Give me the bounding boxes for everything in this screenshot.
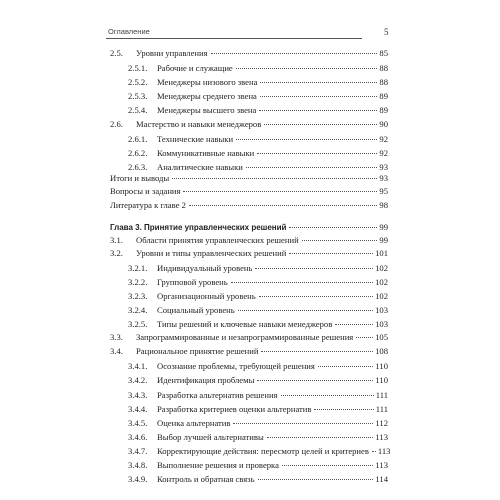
toc-entry-title: Аналитические навыки: [157, 162, 243, 172]
toc-entry-title: Глава 3. Принятие управленческих решений: [110, 223, 287, 232]
toc-entry-title: Рациональное принятие решений: [136, 346, 259, 356]
toc-entry-page: 111: [375, 390, 388, 400]
toc-entry[interactable]: [128, 90, 388, 102]
toc-entry-page: 105: [375, 332, 388, 342]
toc-entry-number: 3.2.5.: [128, 319, 148, 329]
toc-entry-page: 110: [375, 375, 388, 385]
toc-entry-page: 103: [375, 305, 388, 315]
toc-entry-page: 101: [375, 248, 388, 258]
toc-entry-page: 113: [375, 432, 388, 442]
toc-entry-page: 92: [379, 148, 388, 158]
toc-entry-number: 2.5.3.: [128, 91, 148, 101]
toc-entry-page: 93: [379, 162, 388, 172]
toc-entry-page: 102: [375, 263, 388, 273]
dot-leader: [189, 205, 378, 206]
dot-leader: [255, 268, 373, 269]
toc-entry[interactable]: [128, 360, 388, 372]
toc-entry-number: 3.4.2.: [128, 375, 148, 385]
toc-entry-title: Организационный уровень: [157, 291, 256, 301]
toc-entry[interactable]: [110, 345, 388, 357]
toc-entry-page: 85: [379, 48, 388, 58]
toc-entry-page: 95: [379, 186, 388, 196]
toc-entry-number: 3.4.8.: [128, 460, 148, 470]
toc-entry[interactable]: [128, 403, 388, 415]
dot-leader: [236, 68, 378, 69]
dot-leader: [289, 253, 373, 254]
toc-entry-number: 2.5.4.: [128, 105, 148, 115]
toc-entry-title: Технические навыки: [157, 134, 234, 144]
toc-entry-number: 3.1.: [110, 235, 123, 245]
toc-entry[interactable]: [110, 331, 388, 343]
dot-leader: [282, 465, 374, 466]
toc-entry-page: 112: [375, 418, 388, 428]
toc-entry[interactable]: [110, 234, 388, 246]
toc-entry-title: Идентификация проблемы: [157, 375, 255, 385]
toc-entry-number: 2.6.1.: [128, 134, 148, 144]
dot-leader: [335, 324, 373, 325]
toc-entry-page: 88: [379, 77, 388, 87]
toc-entry-number: 3.2.2.: [128, 277, 148, 287]
toc-entry-number: 2.5.1.: [128, 63, 148, 73]
toc-entry-number: 3.2.3.: [128, 291, 148, 301]
toc-entry-number: 3.4.3.: [128, 390, 148, 400]
toc-entry[interactable]: [110, 199, 388, 211]
toc-entry-number: 3.4.: [110, 346, 123, 356]
toc-entry-title: Оценка альтернатив: [157, 418, 231, 428]
dot-leader: [246, 167, 378, 168]
toc-entry[interactable]: [128, 445, 391, 457]
toc-entry-number: 3.4.1.: [128, 361, 148, 371]
toc-entry-page: 102: [375, 277, 388, 287]
toc-entry-number: 2.6.3.: [128, 162, 148, 172]
toc-entry-page: 88: [379, 63, 388, 73]
dot-leader: [259, 110, 377, 111]
toc-entry[interactable]: [128, 431, 388, 443]
dot-leader: [257, 153, 377, 154]
dot-leader: [356, 337, 373, 338]
dot-leader: [372, 451, 376, 452]
header-rule: [106, 38, 362, 39]
toc-entry-title: Выбор лучшей альтернативы: [157, 432, 264, 442]
toc-entry-page: 98: [379, 200, 388, 210]
toc-entry-page: 114: [375, 474, 388, 484]
toc-entry[interactable]: [110, 118, 388, 130]
toc-entry-number: 2.6.2.: [128, 148, 148, 158]
dot-leader: [260, 82, 377, 83]
toc-entry-title: Уровни и типы управленческих решений: [136, 248, 287, 258]
toc-entry[interactable]: [110, 185, 388, 197]
dot-leader: [281, 395, 374, 396]
toc-entry[interactable]: [128, 473, 388, 485]
dot-leader: [302, 240, 378, 241]
toc-entry-title: Разработка альтернатив решения: [157, 390, 278, 400]
toc-entry-title: Социальный уровень: [157, 305, 235, 315]
toc-entry-title: Групповой уровень: [157, 277, 228, 287]
toc-entry-number: 3.4.7.: [128, 446, 148, 456]
toc-entry-title: Вопросы и задания: [110, 186, 181, 196]
dot-leader: [318, 366, 374, 367]
toc-entry[interactable]: [128, 76, 388, 88]
toc-entry-page: 93: [379, 173, 388, 183]
dot-leader: [261, 351, 373, 352]
toc-entry-number: 3.4.6.: [128, 432, 148, 442]
toc-entry-title: Рабочие и служащие: [157, 63, 233, 73]
toc-entry-page: 90: [379, 119, 388, 129]
toc-entry[interactable]: [128, 276, 388, 288]
page-number: 5: [384, 27, 389, 37]
toc-entry-page: 89: [379, 91, 388, 101]
toc-entry[interactable]: [128, 62, 388, 74]
toc-entry-title: Итоги и выводы: [110, 173, 170, 183]
dot-leader: [257, 380, 373, 381]
toc-entry-title: Типы решений и ключевые навыки менеджеров: [157, 319, 333, 329]
toc-entry[interactable]: [110, 172, 388, 184]
toc-entry[interactable]: [128, 290, 388, 302]
toc-entry-page: 89: [379, 105, 388, 115]
toc-entry[interactable]: [128, 262, 388, 274]
toc-entry-number: 3.4.9.: [128, 474, 148, 484]
toc-entry[interactable]: [128, 147, 388, 159]
toc-entry-number: 3.4.5.: [128, 418, 148, 428]
dot-leader: [258, 479, 374, 480]
toc-entry-page: 111: [375, 404, 388, 414]
dot-leader: [183, 191, 377, 192]
toc-entry[interactable]: [128, 417, 388, 429]
dot-leader: [289, 227, 377, 228]
toc-entry-number: 2.5.: [110, 48, 123, 58]
toc-entry-number: 3.2.: [110, 248, 123, 258]
toc-entry-number: 3.2.4.: [128, 305, 148, 315]
toc-entry-number: 3.2.1.: [128, 263, 148, 273]
toc-entry-title: Запрограммированные и незапрограммированные решения: [136, 332, 354, 342]
toc-entry-title: Индивидуальный уровень: [157, 263, 253, 273]
dot-leader: [264, 124, 377, 125]
toc-entry-title: Литература к главе 2: [110, 200, 186, 210]
toc-entry-number: 3.3.: [110, 332, 123, 342]
toc-entry[interactable]: [128, 318, 388, 330]
toc-entry[interactable]: [110, 247, 388, 259]
toc-entry-page: 102: [375, 291, 388, 301]
dot-leader: [236, 139, 377, 140]
toc-entry-title: Разработка критериев оценки альтернатив: [157, 404, 312, 414]
toc-entry-number: 2.6.: [110, 119, 123, 129]
toc-entry-page: 92: [379, 134, 388, 144]
toc-entry-title: Менеджеры низового звена: [157, 77, 258, 87]
dot-leader: [259, 296, 373, 297]
toc-chapter-heading[interactable]: [110, 221, 388, 233]
dot-leader: [211, 53, 378, 54]
toc-entry[interactable]: [110, 47, 388, 59]
toc-entry-page: 110: [375, 361, 388, 371]
toc-entry-title: Осознание проблемы, требующей решения: [157, 361, 315, 371]
toc-entry[interactable]: [128, 389, 388, 401]
toc-entry[interactable]: [128, 304, 388, 316]
toc-entry-title: Мастерство и навыки менеджеров: [136, 119, 262, 129]
toc-entry-title: Уровни управления: [136, 48, 208, 58]
toc-entry-title: Менеджеры высшего звена: [157, 105, 257, 115]
dot-leader: [260, 96, 378, 97]
toc-entry-title: Области принятия управленческих решений: [136, 235, 299, 245]
toc-entry-page: 99: [379, 222, 388, 232]
dot-leader: [238, 310, 373, 311]
dot-leader: [267, 437, 374, 438]
toc-entry-page: 108: [375, 346, 388, 356]
toc-entry-title: Выполнение решения и проверка: [157, 460, 279, 470]
toc-entry-title: Контроль и обратная связь: [157, 474, 255, 484]
toc-entry-page: 113: [375, 460, 388, 470]
toc-entry-title: Менеджеры среднего звена: [157, 91, 257, 101]
toc-entry[interactable]: [128, 459, 388, 471]
dot-leader: [233, 423, 373, 424]
toc-entry-title: Коммуникативные навыки: [157, 148, 255, 158]
toc-entry-page: 113: [377, 446, 391, 456]
toc-entry[interactable]: [128, 133, 388, 145]
dot-leader: [172, 178, 377, 179]
toc-entry[interactable]: [128, 374, 388, 386]
toc-entry-title: Корректирующие действия: пересмотр целей и критериев: [157, 446, 369, 456]
toc-entry-number: 2.5.2.: [128, 77, 148, 87]
toc-entry-page: 103: [375, 319, 388, 329]
toc-entry[interactable]: [128, 104, 388, 116]
dot-leader: [231, 282, 373, 283]
running-title: Оглавление: [108, 27, 150, 36]
toc-entry-page: 99: [379, 235, 388, 245]
toc-entry-number: 3.4.4.: [128, 404, 148, 414]
dot-leader: [314, 409, 373, 410]
